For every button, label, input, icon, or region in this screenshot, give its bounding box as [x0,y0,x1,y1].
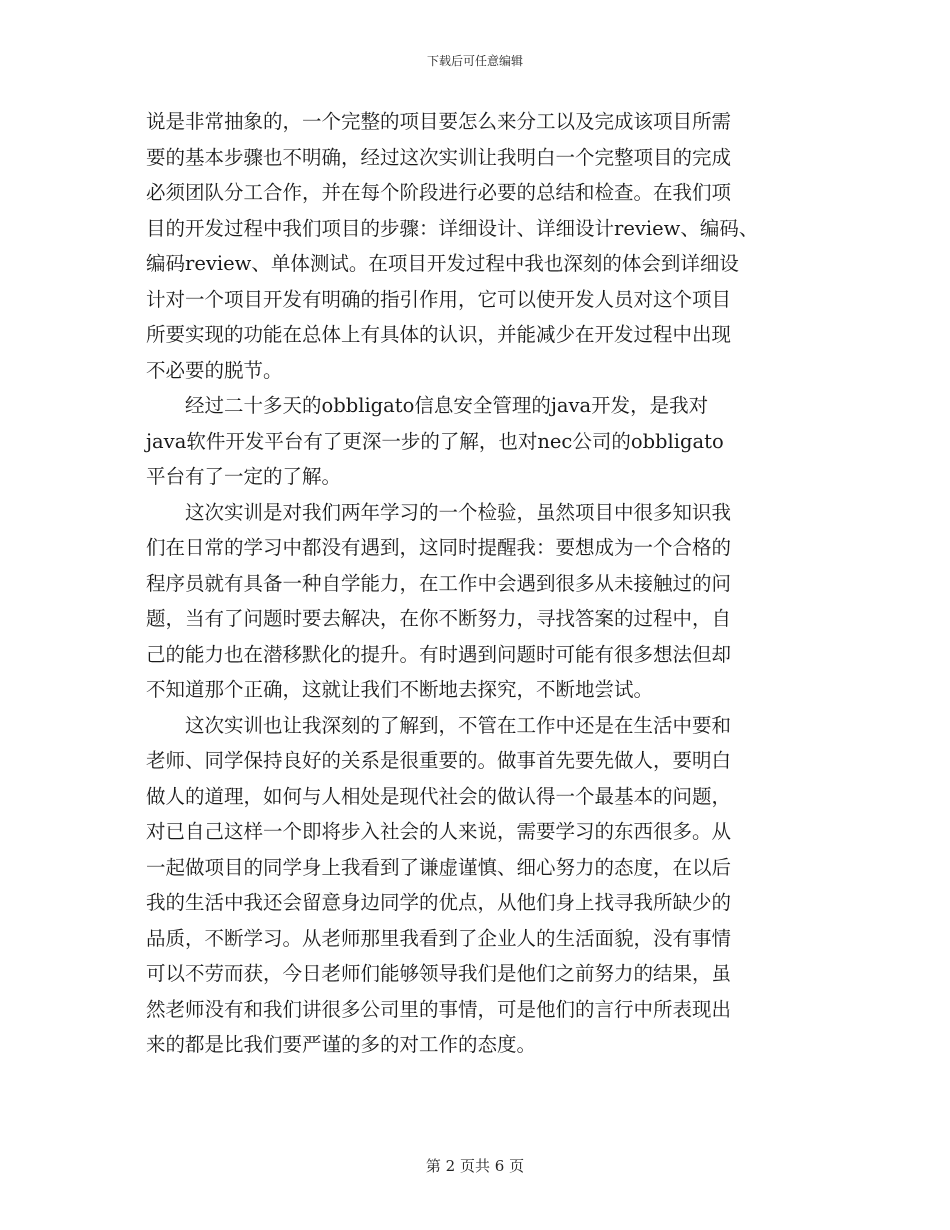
text-line: 然老师没有和我们讲很多公司里的事情，可是他们的言行中所表现出 [146,997,732,1021]
document-body [146,104,806,1063]
text-line: 品质，不断学习。从老师那里我看到了企业人的生活面貌，没有事情 [146,926,732,950]
text-line: 所要实现的功能在总体上有具体的认识，并能减少在开发过程中出现 [146,323,732,346]
text-line: 们在日常的学习中都没有遇到，这同时提醒我：要想成为一个合格的 [146,536,732,559]
paragraph [146,388,806,495]
text-line: 平台有了一定的了解。 [146,465,342,488]
text-line: 计对一个项目开发有明确的指引作用，它可以使开发人员对这个项目 [146,287,732,311]
text-line: 经过二十多天的obbligato信息安全管理的java开发，是我对 [185,394,709,417]
text-line: 可以不劳而获，今日老师们能够领导我们是他们之前努力的结果，虽 [146,962,732,985]
text-line: 必须团队分工合作，并在每个阶段进行必要的总结和检查。在我们项 [146,181,732,204]
text-line: 这次实训也让我深刻的了解到，不管在工作中还是在生活中要和 [185,713,732,737]
text-line: 一起做项目的同学身上我看到了谦虚谨慎、细心努力的态度，在以后 [146,855,732,879]
text-line: 不知道那个正确，这就让我们不断地去探究，不断地尝试。 [146,678,654,701]
text-line: 己的能力也在潜移默化的提升。有时遇到问题时可能有很多想法但却 [146,642,732,666]
text-line: 编码review、单体测试。在项目开发过程中我也深刻的体会到详细设 [146,252,739,275]
text-line: 说是非常抽象的，一个完整的项目要怎么来分工以及完成该项目所需 [146,110,732,133]
page-number: 第 2 页共 6 页 [425,1157,525,1175]
text-line: 我的生活中我还会留意身边同学的优点，从他们身上找寻我所缺少的 [146,891,732,914]
text-line: 不必要的脱节。 [146,358,283,382]
paragraph [146,104,806,388]
text-line: 要的基本步骤也不明确，经过这次实训让我明白一个完整项目的完成 [146,145,732,169]
text-line: 程序员就有具备一种自学能力，在工作中会遇到很多从未接触过的问 [146,571,732,595]
text-line: 题，当有了问题时要去解决，在你不断努力，寻找答案的过程中，自 [146,607,732,630]
page-header: 下载后可任意编辑 [426,54,523,68]
text-line: 目的开发过程中我们项目的步骤：详细设计、详细设计review、编码、 [146,216,759,240]
text-line: java软件开发平台有了更深一步的了解，也对nec公司的obbligato [146,429,724,453]
paragraph [146,708,806,1063]
text-line: 来的都是比我们要严谨的多的对工作的态度。 [146,1033,537,1056]
text-line: 这次实训是对我们两年学习的一个检验，虽然项目中很多知识我 [185,500,732,524]
text-line: 对已自己这样一个即将步入社会的人来说，需要学习的东西很多。从 [146,820,732,843]
paragraph [146,495,806,708]
text-line: 老师、同学保持良好的关系是很重要的。做事首先要先做人，要明白 [146,749,732,772]
text-line: 做人的道理，如何与人相处是现代社会的做认得一个最基本的问题， [146,784,732,808]
